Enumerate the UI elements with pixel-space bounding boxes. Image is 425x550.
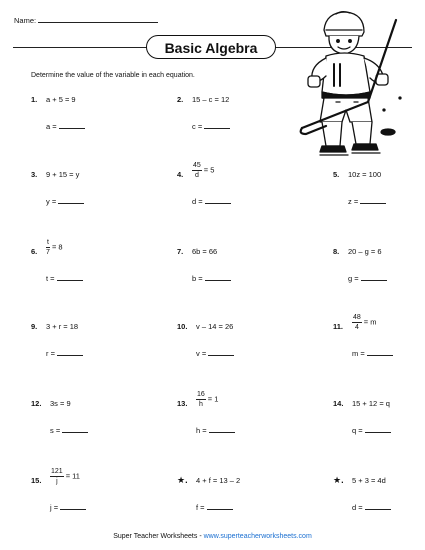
equation: 20 – g = 6 xyxy=(348,247,382,256)
footer-separator: - xyxy=(197,533,204,540)
equation: 4 + f = 13 – 2 xyxy=(196,476,241,485)
equation: 9 + 15 = y xyxy=(46,170,80,179)
equation: a + 5 = 9 xyxy=(46,95,76,104)
answer-line[interactable]: d = xyxy=(192,197,231,206)
equation: 15 – c = 12 xyxy=(192,95,230,104)
answer-line[interactable]: h = xyxy=(196,426,235,435)
answer-line[interactable]: q = xyxy=(352,426,391,435)
equation: 5 + 3 = 4d xyxy=(352,476,386,485)
star-icon: ★. xyxy=(177,475,188,485)
hockey-player-illustration xyxy=(296,6,414,164)
footer-link[interactable]: www.superteacherworksheets.com xyxy=(203,533,312,540)
instructions: Determine the value of the variable in each equation. xyxy=(31,72,195,79)
equation: 6b = 66 xyxy=(192,247,218,256)
answer-line[interactable]: a = xyxy=(46,122,85,131)
answer-line[interactable]: t = xyxy=(46,274,83,283)
answer-line[interactable]: m = xyxy=(352,349,393,358)
answer-line[interactable]: g = xyxy=(348,274,387,283)
answer-line[interactable]: b = xyxy=(192,274,231,283)
answer-line[interactable]: s = xyxy=(50,426,88,435)
answer-line[interactable]: c = xyxy=(192,122,230,131)
answer-line[interactable]: j = xyxy=(50,503,86,512)
answer-line[interactable]: v = xyxy=(196,349,234,358)
footer-brand: Super Teacher Worksheets xyxy=(113,533,198,540)
equation: 15 + 12 = q xyxy=(352,399,390,408)
page-title: Basic Algebra xyxy=(146,35,276,59)
footer xyxy=(0,533,425,540)
equation: 10z = 100 xyxy=(348,170,382,179)
equation: $\frac{121}{j}$ = 11 xyxy=(51,468,80,485)
answer-line[interactable]: f = xyxy=(196,503,233,512)
equation: v – 14 = 26 xyxy=(196,322,234,331)
answer-line[interactable]: r = xyxy=(46,349,83,358)
equation: $\frac{48}{4}$ = m xyxy=(353,314,377,331)
equation: 3 + r = 18 xyxy=(46,322,79,331)
equation: $\frac{t}{7}$ = 8 xyxy=(46,239,63,256)
equation: $\frac{16}{h}$ = 1 xyxy=(197,391,219,408)
equation: $\frac{45}{d}$ = 5 xyxy=(193,162,215,179)
name-field-row xyxy=(14,15,158,25)
answer-line[interactable]: z = xyxy=(348,197,386,206)
answer-line[interactable]: y = xyxy=(46,197,84,206)
answer-line[interactable]: d = xyxy=(352,503,391,512)
equation: 3s = 9 xyxy=(50,399,71,408)
name-line[interactable] xyxy=(38,15,158,23)
name-label: Name: xyxy=(14,16,37,25)
star-icon: ★. xyxy=(333,475,344,485)
